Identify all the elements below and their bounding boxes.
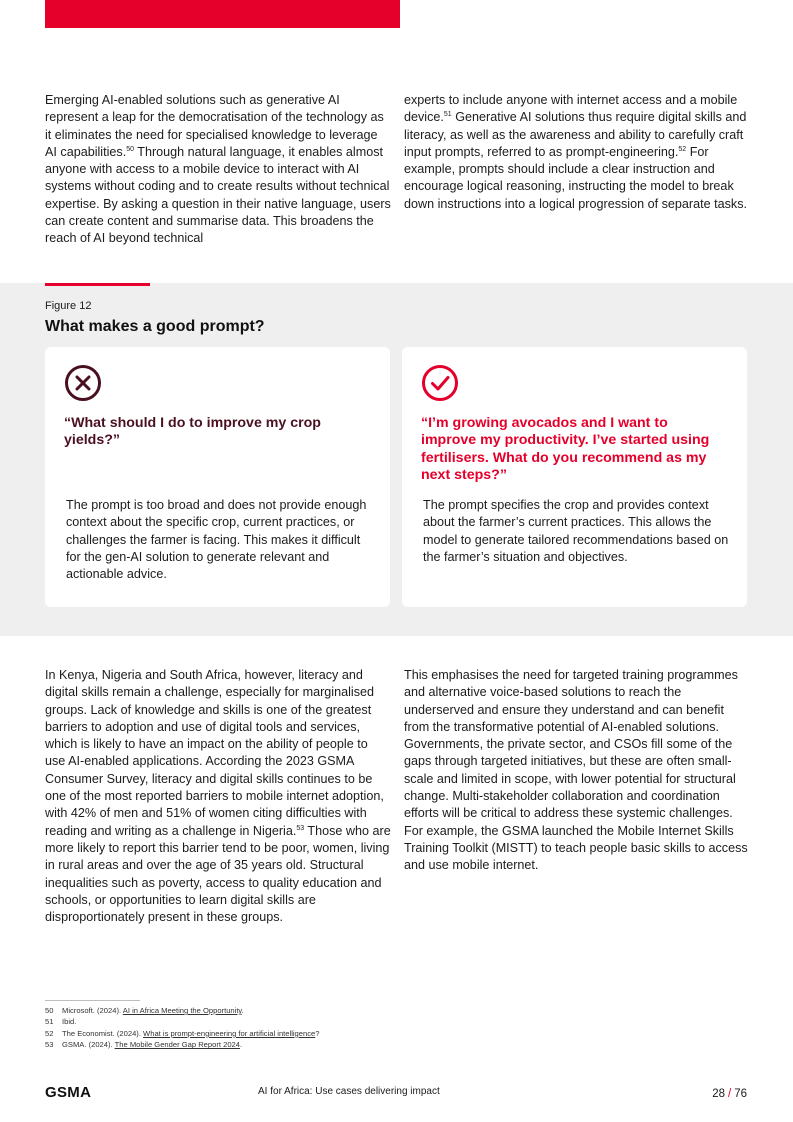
body-right-column (404, 667, 750, 875)
page-number: 28 / 76 (712, 1088, 747, 1100)
footnote-item: 53 GSMA. (2024). The Mobile Gender Gap Report 2024. (45, 1040, 243, 1050)
footnote-ref[interactable]: 50 (126, 145, 134, 153)
footnote-ref[interactable]: 53 (296, 824, 305, 832)
footnote-link[interactable]: AI in Africa Meeting the Opportunity (122, 1006, 242, 1015)
intro-left-column (45, 92, 391, 248)
x-circle-icon (64, 364, 102, 402)
figure-title: What makes a good prompt? (45, 318, 265, 335)
footnote-divider (45, 1000, 140, 1001)
intro-left-paragraph: Emerging AI-enabled solutions such as generative AI represent a leap for the democratisation of the technology as it eliminates the need for specialised knowledge to leverage AI capabilities.$^{50}$ Through natural language, it enables almost anyone with access to a mobile device to interact with AI systems without coding and to create results without technical expertise. By asking a question in their native language, users can create content and summarise data. This broadens the reach of AI beyond technical (45, 93, 391, 246)
footnotes (45, 1005, 645, 1051)
good-prompt-description: The prompt specifies the crop and provides context about the farmer’s current practices. This allows the model to generate tailored recommendations based on the farmer’s situation and objectives. (423, 498, 729, 564)
footnote-item: 51 Ibid. (45, 1017, 77, 1027)
footnote-ref[interactable]: 52 (678, 145, 687, 153)
footnote-link[interactable]: What is prompt-engineering for artificial intelligence (143, 1028, 316, 1038)
body-left-column (45, 667, 391, 926)
gsma-logo: GSMA (45, 1084, 92, 1101)
footer-title: AI for Africa: Use cases delivering impact (258, 1086, 440, 1097)
footnote-link[interactable]: The Mobile Gender Gap Report 2024 (114, 1040, 240, 1050)
bad-prompt-card (45, 347, 390, 607)
footnote-item: 50 Microsoft. (2024). AI in Africa Meeting the Opportunity. (45, 1006, 244, 1015)
body-left-paragraph: In Kenya, Nigeria and South Africa, however, literacy and digital skills remain a challenge, especially for marginalised groups. Lack of knowledge and skills is one of the greatest barriers to adoption and use of digital tools and services, which is likely to have an impact on the ability of people to use AI-enabled applications. According the 2023 GSMA Consumer Survey, literacy and digital skills continues to be one of the most reported barriers to mobile internet adoption, with 42% of men and 51% of women citing difficulties with reading and writing as a challenge in Nigeria.$^{53}$ Those who are more likely to report this barrier tend to be poor, women, living in rural areas and over the age of 35 years old. Structural inequalities such as poverty, access to quality education and schools, or opportunities to learn digital skills are disproportionately present in these groups. (45, 668, 391, 925)
bad-prompt-quote: “What should I do to improve my crop yields?” (64, 415, 321, 449)
intro-right-column (404, 92, 750, 213)
good-prompt-card (402, 347, 747, 607)
good-prompt-quote: “I’m growing avocados and I want to improve my productivity. I’ve started using fertilisers. What do you recommend as my next steps?” (421, 415, 710, 484)
figure-accent-rule (45, 283, 150, 286)
intro-right-paragraph: experts to include anyone with internet access and a mobile device.$^{51}$ Generative AI solutions thus require digital skills and literacy, as well as the awareness and ability to carefully craft input prompts, referred to as prompt-engineering.$^{52}$ For example, prompts should include a clear instruction and encourage logical reasoning, instructing the model to break down instructions into a logical progression of separate tasks. (404, 93, 748, 211)
footnote-item: 52 The Economist. (2024). What is prompt-engineering for artificial intelligence? (45, 1028, 320, 1038)
bad-prompt-description: The prompt is too broad and does not provide enough context about the specific crop, current practices, or challenges the farmer is facing. This makes it difficult for the gen-AI solution to generate relevant and actionable advice. (66, 498, 367, 582)
header-accent-band (45, 0, 400, 28)
footnote-ref[interactable]: 51 (443, 111, 452, 119)
check-circle-icon (421, 364, 459, 402)
body-right-paragraph: This emphasises the need for targeted training programmes and alternative voice-based solutions to reach the underserved and ensure they understand and can benefit from the transformative potential of AI-enabled solutions. Governments, the private sector, and CSOs fill some of the gaps through targeted initiatives, but these are often small-scale and limited in scope, with lower potential for structural change. Multi-stakeholder collaboration and coordination efforts will be critical to address these systemic challenges. For example, the GSMA launched the Mobile Internet Skills Training Toolkit (MISTT) to teach people basic skills to access and use mobile internet. (404, 668, 748, 873)
figure-label: Figure 12 (45, 300, 92, 312)
